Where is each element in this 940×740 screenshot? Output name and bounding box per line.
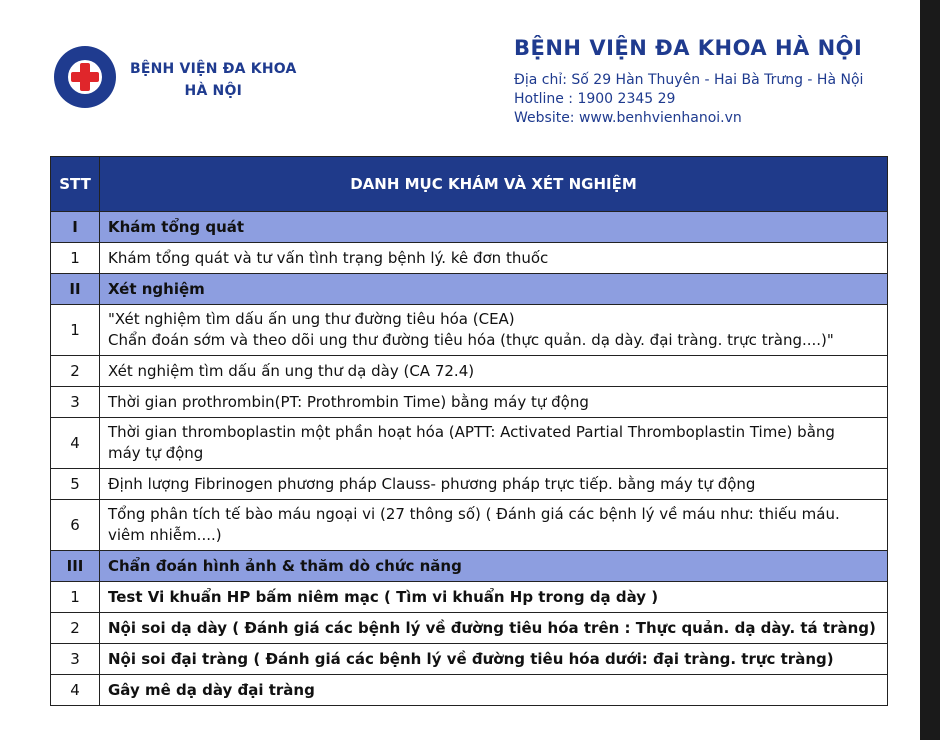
hospital-name: BỆNH VIỆN ĐA KHOA HÀ NỘI <box>514 36 863 60</box>
row-line: viêm nhiễm....) <box>108 526 222 544</box>
row-number: 2 <box>51 356 100 387</box>
table-row <box>51 305 888 356</box>
table-row <box>51 356 888 387</box>
row-content <box>100 675 888 706</box>
row-number: 1 <box>51 305 100 356</box>
row-content <box>100 582 888 613</box>
hotline-text: Hotline : 1900 2345 29 <box>514 91 676 107</box>
section-title: Xét nghiệm <box>100 274 888 305</box>
row-line: Chẩn đoán sớm và theo dõi ung thư đường tiêu hóa (thực quản. dạ dày. đại tràng. trực tràng....)" <box>108 331 834 349</box>
row-number: 6 <box>51 500 100 551</box>
row-content <box>100 305 888 356</box>
row-content <box>100 644 888 675</box>
row-line: máy tự động <box>108 444 204 462</box>
row-number: 1 <box>51 582 100 613</box>
stt-header: STT <box>51 157 100 212</box>
logo-line-2: HÀ NỘI <box>184 83 242 99</box>
table-row <box>51 613 888 644</box>
section-row <box>51 274 888 305</box>
row-content <box>100 500 888 551</box>
section-number: I <box>51 212 100 243</box>
row-line: Tổng phân tích tế bào máu ngoại vi (27 thông số) ( Đánh giá các bệnh lý về máu như: thiếu máu. <box>108 505 840 523</box>
address-text: Địa chỉ: Số 29 Hàn Thuyên - Hai Bà Trưng - Hà Nội <box>514 72 864 88</box>
section-title: Khám tổng quát <box>100 212 888 243</box>
row-number: 4 <box>51 675 100 706</box>
section-row <box>51 212 888 243</box>
row-line: Khám tổng quát và tư vấn tình trạng bệnh lý. kê đơn thuốc <box>108 248 549 267</box>
row-line: Nội soi đại tràng ( Đánh giá các bệnh lý về đường tiêu hóa dưới: đại tràng. trực tràng) <box>108 649 834 668</box>
row-content <box>100 613 888 644</box>
table-row <box>51 644 888 675</box>
row-number: 1 <box>51 243 100 274</box>
row-line: Test Vi khuẩn HP bấm niêm mạc ( Tìm vi khuẩn Hp trong dạ dày ) <box>108 587 659 606</box>
section-title: Chẩn đoán hình ảnh & thăm dò chức năng <box>100 551 888 582</box>
table-row <box>51 243 888 274</box>
section-number: II <box>51 274 100 305</box>
row-number: 5 <box>51 469 100 500</box>
row-number: 3 <box>51 644 100 675</box>
table-row <box>51 582 888 613</box>
logo-text <box>130 58 297 102</box>
row-line: "Xét nghiệm tìm dấu ấn ung thư đường tiêu hóa (CEA) <box>108 310 515 328</box>
row-number: 4 <box>51 418 100 469</box>
row-line: Thời gian prothrombin(PT: Prothrombin Time) bằng máy tự động <box>108 392 589 411</box>
row-line: Gây mê dạ dày đại tràng <box>108 680 315 699</box>
row-line: Xét nghiệm tìm dấu ấn ung thư dạ dày (CA 72.4) <box>108 361 475 380</box>
row-content <box>100 243 888 274</box>
website-link[interactable]: Website: www.benhvienhanoi.vn <box>514 110 742 126</box>
window-edge <box>920 0 940 740</box>
row-content <box>100 387 888 418</box>
services-header: DANH MỤC KHÁM VÀ XÉT NGHIỆM <box>100 157 888 212</box>
row-content <box>100 469 888 500</box>
row-number: 3 <box>51 387 100 418</box>
row-number: 2 <box>51 613 100 644</box>
row-content <box>100 356 888 387</box>
hospital-logo-icon <box>48 40 122 114</box>
table-row <box>51 418 888 469</box>
row-line: Định lượng Fibrinogen phương pháp Clauss- phương pháp trực tiếp. bằng máy tự động <box>108 474 756 493</box>
table-header-row <box>51 157 888 212</box>
logo-line-1: BỆNH VIỆN ĐA KHOA <box>130 61 297 77</box>
row-content <box>100 418 888 469</box>
table-row <box>51 675 888 706</box>
table-row <box>51 387 888 418</box>
row-line: Nội soi dạ dày ( Đánh giá các bệnh lý về đường tiêu hóa trên : Thực quản. dạ dày. tá tràng) <box>108 618 876 637</box>
services-table <box>50 156 888 706</box>
section-number: III <box>51 551 100 582</box>
row-line: Thời gian thromboplastin một phần hoạt hóa (APTT: Activated Partial Thromboplastin Time) bằng <box>108 423 835 441</box>
table-row <box>51 469 888 500</box>
section-row <box>51 551 888 582</box>
table-row <box>51 500 888 551</box>
